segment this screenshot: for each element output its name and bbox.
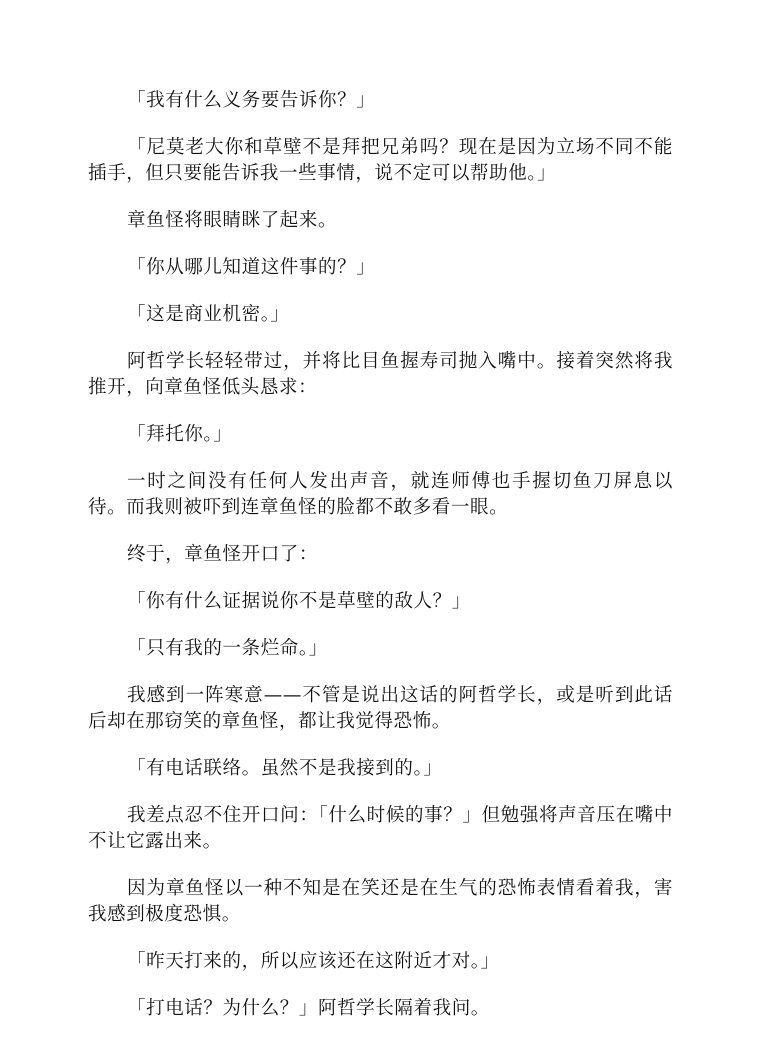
paragraph: 章鱼怪将眼睛眯了起来。 <box>127 210 338 231</box>
paragraph: 「打电话？为什么？」阿哲学长隔着我问。 <box>127 998 490 1019</box>
paragraph: 「你有什么证据说你不是草壁的敌人？」 <box>127 591 471 612</box>
paragraph: 我感到一阵寒意——不管是说出这话的阿哲学长，或是听到此话后却在那窃笑的章鱼怪，都让我觉得恐怖。 <box>88 685 673 732</box>
paragraph: 一时之间没有任何人发出声音，就连师傅也手握切鱼刀屏息以待。而我则被吓到连章鱼怪的脸都不敢多看一眼。 <box>88 471 673 518</box>
paragraph: 「有电话联络。虽然不是我接到的。」 <box>127 758 443 779</box>
paragraph: 终于，章鱼怪开口了： <box>127 544 319 565</box>
paragraph: 「尼莫老大你和草壁不是拜把兄弟吗？现在是因为立场不同不能插手，但只要能告诉我一些事情，说不定可以帮助他。」 <box>88 137 673 184</box>
paragraph: 阿哲学长轻轻带过，并将比目鱼握寿司抛入嘴中。接着突然将我推开，向章鱼怪低头恳求： <box>88 351 673 398</box>
paragraph: 「昨天打来的，所以应该还在这附近才对。」 <box>127 951 500 972</box>
paragraph: 「只有我的一条烂命。」 <box>127 638 328 659</box>
paragraph: 「拜托你。」 <box>127 424 233 445</box>
paragraph: 我差点忍不住开口问：「什么时候的事？」但勉强将声音压在嘴中不让它露出来。 <box>88 805 673 852</box>
document-page <box>88 88 673 1043</box>
paragraph: 「你从哪儿知道这件事的？」 <box>127 257 376 278</box>
paragraph: 因为章鱼怪以一种不知是在笑还是在生气的恐怖表情看着我，害我感到极度恐惧。 <box>88 878 673 925</box>
paragraph: 「这是商业机密。」 <box>127 304 290 325</box>
paragraph: 「我有什么义务要告诉你？」 <box>127 90 376 111</box>
